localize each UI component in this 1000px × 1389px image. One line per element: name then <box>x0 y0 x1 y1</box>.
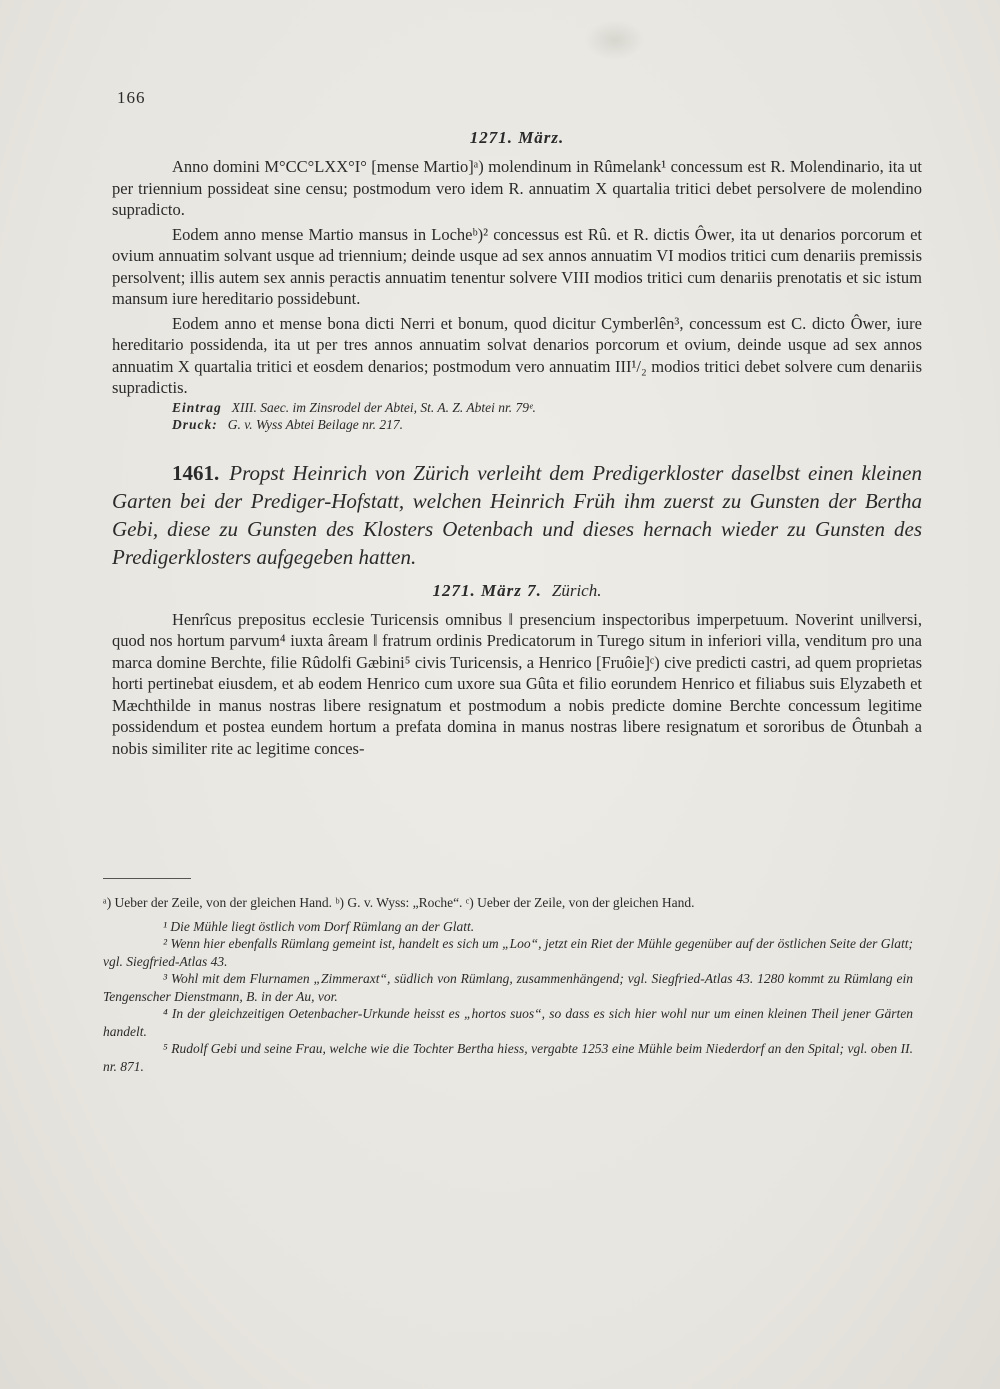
footnote-3: ³ Wohl mit dem Flurnamen „Zimmeraxt“, südlich von Rümlang, zusammenhängend; vgl. Siegfried-Atlas 43. 1280 kommt zu Rümlang ein Tengenscher Dienstmann, B. in der Au, vor. <box>103 971 913 1004</box>
entry2-text: Henrîcus prepositus ecclesie Turicensis omnibus ‖ presencium inspectoribus imperpetuum. Noverint uni‖versi, quod nos hortum parvum⁴ iuxta âream ‖ fratrum ordinis Predicatorum in Turego situm in inferiori villa, venditum pro una marca domine Berchte, filie Rûdolfi Gæbini⁵ civis Turicensis, a Henrico [Fruôie]ᶜ) cive predicti castri, ad quem proprietas horti pertinebat eiusdem, et ab eodem Henrico cum uxore sua Gûta et filio eorundem Henrico et filiabus suis Elyzabeth et Mæchthilde in manus nostras libere resignatum et postmodum a nobis predicte domine Berchte concessum legitime possidendum et postea eundem hortum a prefata domina in manus nostras libere resignatum et sororibus de Ôtunbah a nobis similiter rite ac legitime conces- <box>112 609 922 758</box>
footnote-divider <box>103 878 191 879</box>
footnote-5: ⁵ Rudolf Gebi und seine Frau, welche wie die Tochter Bertha hiess, vergabte 1253 eine Mühle beim Niederdorf an den Spital; vgl. oben II. nr. 871. <box>103 1041 913 1074</box>
footnote-1: ¹ Die Mühle liegt östlich vom Dorf Rümlang an der Glatt. <box>163 918 475 934</box>
entry2-number: 1461. <box>172 460 220 485</box>
letter-footnotes: ᵃ) Ueber der Zeile, von der gleichen Hand. ᵇ) G. v. Wyss: „Roche“. ᶜ) Ueber der Zeile, von der gleichen Hand. <box>103 895 695 910</box>
entry2-regest-text: Propst Heinrich von Zürich verleiht dem Predigerkloster daselbst einen kleinen Garten bei der Prediger-Hofstatt, welchen Heinrich Früh ihm zuerst zu Gunsten der Bertha Gebi, diese zu Gunsten des Klosters Oetenbach und dieses hernach wieder zu Gunsten des Predigerklosters aufgegeben hatten. <box>112 460 922 569</box>
print-text: G. v. Wyss Abtei Beilage nr. 217. <box>227 416 403 432</box>
footnote-4: ⁴ In der gleichzeitigen Oetenbacher-Urkunde heisst es „hortos suos“, so dass es sich hier wohl nur um einen kleinen Theil jener Gärten handelt. <box>103 1006 913 1039</box>
source-text: XIII. Saec. im Zinsrodel der Abtei, St. A. Z. Abtei nr. 79ᵉ. <box>231 399 536 415</box>
entry1-paragraph-3: Eodem anno et mense bona dicti Nerri et bonum, quod dicitur Cymberlên³, concessum est C. dicto Ôwer, iure hereditario possidenda, ita ut per tres annos annuatim solvat denarios porcorum et ovium, deinde usque ad sex annos annuatim X quartalia tritici et eosdem denarios; postmodum vero annuatim III¹/₂ modios tritici debet solvere cum denariis supradictis. <box>112 313 922 397</box>
entry1-date: 1271. März. <box>469 128 565 147</box>
page-number: 166 <box>117 88 146 107</box>
entry1-print <box>172 416 922 433</box>
entry1-paragraph-1: Anno domini M°CC°LXX°I° [mense Martio]ᵃ) molendinum in Rûmelank¹ concessum est R. Molendinario, ita ut per triennium possideat sine censu; postmodum vero idem R. annuatim X quartalia tritici debet persolvere de molendino supradicto. <box>112 157 922 219</box>
entry1-source <box>172 399 922 416</box>
entry2-date: 1271. März 7. <box>432 580 542 600</box>
entry2-place: Zürich. <box>551 580 602 600</box>
print-label: Druck: <box>172 416 218 432</box>
entry2-date-line <box>112 581 922 601</box>
footnote-2: ² Wenn hier ebenfalls Rümlang gemeint ist, handelt es sich um „Loo“, jetzt ein Riet der Mühle gegenüber auf der östlichen Seite der Glatt; vgl. Siegfried-Atlas 43. <box>103 936 913 969</box>
main-content <box>112 128 922 759</box>
paper-smudge <box>585 20 645 60</box>
entry2-regest <box>112 459 922 571</box>
source-label: Eintrag <box>172 399 222 415</box>
entry1-paragraph-2: Eodem anno mense Martio mansus in Locheᵇ)² concessus est Rû. et R. dictis Ôwer, ita ut denarios porcorum et ovium annuatim solvant usque ad triennium; deinde usque ad sex annos annuatim VI modios tritici cum denariis premissis persolvent; illis autem sex annis peractis annuatim tenentur solvere VIII modios tritici cum denariis prenotatis et sic istum mansum iure hereditario possidebunt. <box>112 224 922 308</box>
footnotes <box>103 894 913 1075</box>
